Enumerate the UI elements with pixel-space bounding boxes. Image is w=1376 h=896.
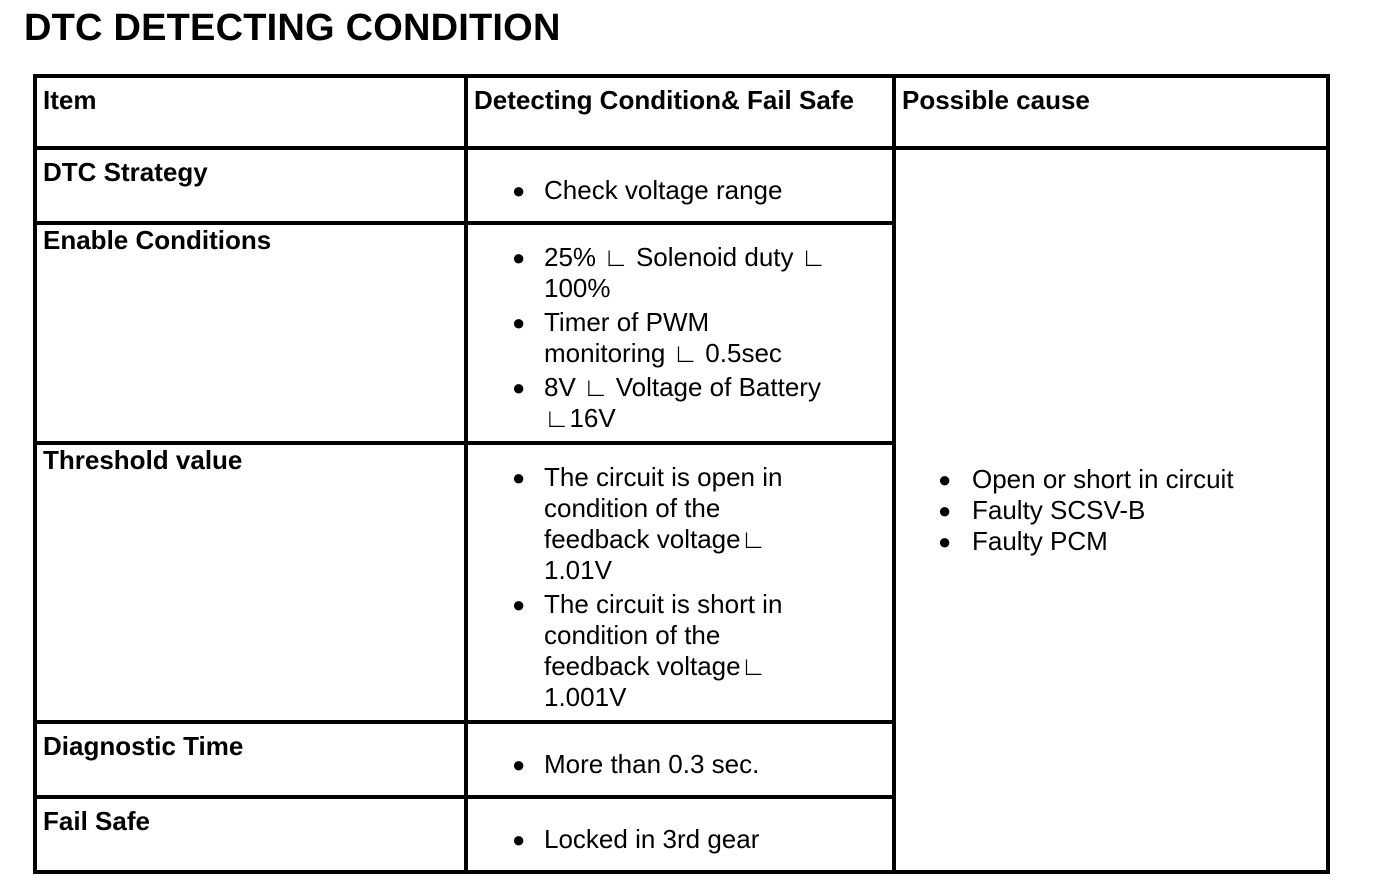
condition-text: 25% ∟ Solenoid duty ∟ 100% xyxy=(544,242,827,303)
condition-text: Locked in 3rd gear xyxy=(544,824,760,854)
header-condition xyxy=(466,76,894,148)
condition-text: The circuit is short in condition of the feedback voltage∟ 1.001V xyxy=(544,589,783,712)
possible-cause-list xyxy=(896,464,1326,557)
item-label: Threshold value xyxy=(43,445,243,475)
bullet-icon: ● xyxy=(512,375,526,400)
header-item-label: Item xyxy=(43,85,97,115)
condition-text: 8V ∟ Voltage of Battery ∟16V xyxy=(544,372,821,433)
condition-list xyxy=(468,150,892,206)
condition-cell xyxy=(466,148,894,223)
condition-text: Timer of PWM monitoring ∟ 0.5sec xyxy=(544,307,782,368)
item-cell xyxy=(35,722,466,797)
condition-list xyxy=(468,799,892,855)
item-cell xyxy=(35,443,466,722)
bullet-icon: ● xyxy=(938,466,952,492)
item-cell xyxy=(35,148,466,223)
condition-cell xyxy=(466,722,894,797)
page-title: DTC DETECTING CONDITION xyxy=(24,7,561,49)
item-cell xyxy=(35,223,466,443)
bullet-icon: ● xyxy=(938,497,952,523)
list-item xyxy=(468,307,832,369)
list-item xyxy=(468,242,832,304)
list-item xyxy=(896,495,1326,526)
bullet-icon: ● xyxy=(512,245,526,270)
list-item xyxy=(468,462,812,586)
bullet-icon: ● xyxy=(512,465,526,490)
item-label: DTC Strategy xyxy=(43,157,208,187)
possible-cause-cell xyxy=(894,148,1328,872)
header-cause xyxy=(894,76,1328,148)
item-label: Fail Safe xyxy=(43,806,150,836)
condition-cell xyxy=(466,443,894,722)
condition-text: More than 0.3 sec. xyxy=(544,749,760,779)
bullet-icon: ● xyxy=(512,592,526,617)
cause-text: Faulty SCSV-B xyxy=(972,494,1146,525)
header-condition-label: Detecting Condition& Fail Safe xyxy=(474,85,854,115)
header-item xyxy=(35,76,466,148)
bullet-icon: ● xyxy=(512,310,526,335)
item-label: Enable Conditions xyxy=(43,225,272,255)
item-label-wrap xyxy=(37,225,464,255)
table-row xyxy=(35,148,1328,223)
bullet-icon: ● xyxy=(512,827,526,852)
condition-cell xyxy=(466,223,894,443)
condition-text: Check voltage range xyxy=(544,175,783,205)
list-item xyxy=(468,824,892,855)
list-item xyxy=(896,464,1326,495)
condition-list xyxy=(468,225,892,434)
table-header-row xyxy=(35,76,1328,148)
list-item xyxy=(468,749,892,780)
item-cell xyxy=(35,797,466,872)
list-item xyxy=(468,372,832,434)
condition-text: The circuit is open in condition of the feedback voltage∟ 1.01V xyxy=(544,462,783,585)
item-label-wrap xyxy=(37,445,464,475)
condition-list xyxy=(468,445,892,713)
item-label: Diagnostic Time xyxy=(43,731,244,761)
cause-text: Faulty PCM xyxy=(972,525,1108,556)
list-item xyxy=(468,589,812,713)
condition-list xyxy=(468,724,892,780)
condition-cell xyxy=(466,797,894,872)
list-item xyxy=(468,175,892,206)
cause-text: Open or short in circuit xyxy=(972,463,1234,494)
bullet-icon: ● xyxy=(512,752,526,777)
bullet-icon: ● xyxy=(512,178,526,203)
dtc-table xyxy=(33,74,1330,874)
list-item xyxy=(896,526,1326,557)
bullet-icon: ● xyxy=(938,528,952,554)
header-cause-label: Possible cause xyxy=(902,85,1090,115)
